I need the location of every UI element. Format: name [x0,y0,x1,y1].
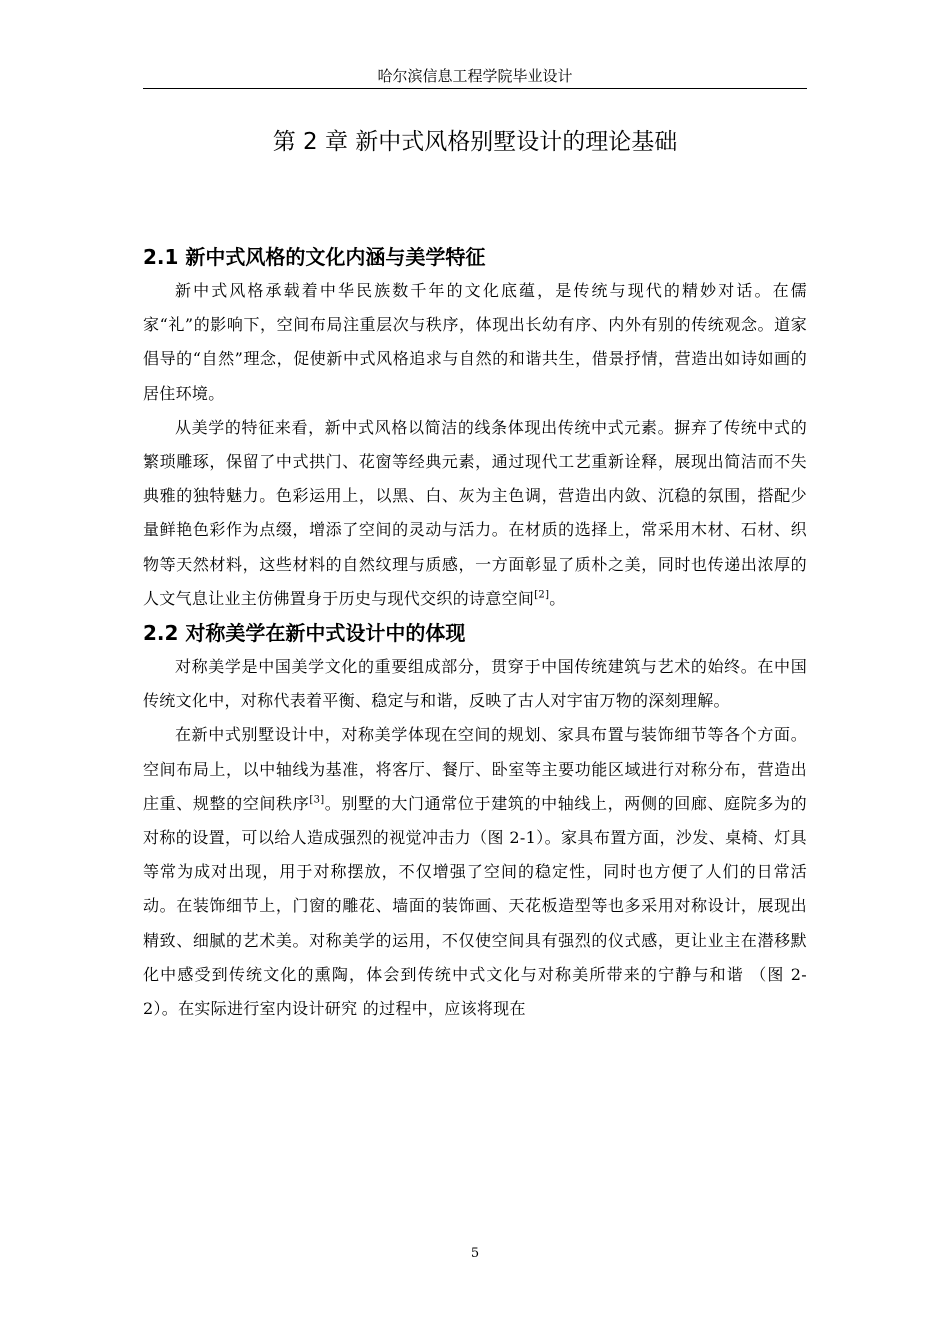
page-number: 5 [470,1246,480,1261]
paragraph: 新中式风格承载着中华民族数千年的文化底蕴，是传统与现代的精妙对话。在儒家“礼”的影响下，空间布局注重层次与秩序，体现出长幼有序、内外有别的传统观念。道家倡导的“自然”理念，促使新中式风格追求与自然的和谐共生，借景抒情，营造出如诗如画的居住环境。 [143,281,807,403]
section-heading-2-1: 2.1 新中式风格的文化内涵与美学特征 [143,245,486,269]
paragraph: 对称美学是中国美学文化的重要组成部分，贯穿于中国传统建筑与艺术的始终。在中国传统文化中，对称代表着平衡、稳定与和谐，反映了古人对宇宙万物的深刻理解。 [143,657,807,711]
paragraph: 在新中式别墅设计中，对称美学体现在空间的规划、家具布置与装饰细节等各个方面。空间布局上，以中轴线为基准，将客厅、餐厅、卧室等主要功能区域进行对称分布，营造出庄重、规整的空间秩序[3]。别墅的大门通常位于建筑的中轴线上，两侧的回廊、庭院多为的对称的设置，可以给人造成强烈的视觉冲击力（图 2-1）。家具布置方面，沙发、桌椅、灯具等常为成对出现，用于对称摆放，不仅增强了空间的稳定性，同时也方便了人们的日常活动。在装饰细节上，门窗的雕花、墙面的装饰画、天花板造型等也多采用对称设计，展现出精致、细腻的艺术美。对称美学的运用，不仅使空间具有强烈的仪式感，更让业主在潜移默化中感受到传统文化的熏陶，体会到传统中式文化与对称美所带来的宁静与和谐 （图 2-2）。在实际进行室内设计研究 的过程中，应该将现在 [143,725,807,1019]
paragraph: 从美学的特征来看，新中式风格以简洁的线条体现出传统中式元素。摒弃了传统中式的繁琐雕琢，保留了中式拱门、花窗等经典元素，通过现代工艺重新诠释，展现出简洁而不失典雅的独特魅力。色彩运用上，以黑、白、灰为主色调，营造出内敛、沉稳的氛围，搭配少量鲜艳色彩作为点缀，增添了空间的灵动与活力。在材质的选择上，常采用木材、石材、织物等天然材料，这些材料的自然纹理与质感，一方面彰显了质朴之美，同时也传递出浓厚的人文气息让业主仿佛置身于历史与现代交织的诗意空间[2]。 [143,417,807,608]
running-header: 哈尔滨信息工程学院毕业设计 [143,66,807,89]
section-heading-2-2: 2.2 对称美学在新中式设计中的体现 [143,621,466,646]
body-content [143,240,807,1026]
chapter-title: 第 2 章 新中式风格别墅设计的理论基础 [272,129,678,155]
citation-ref: [3] [309,794,325,806]
citation-ref: [2] [534,589,550,601]
